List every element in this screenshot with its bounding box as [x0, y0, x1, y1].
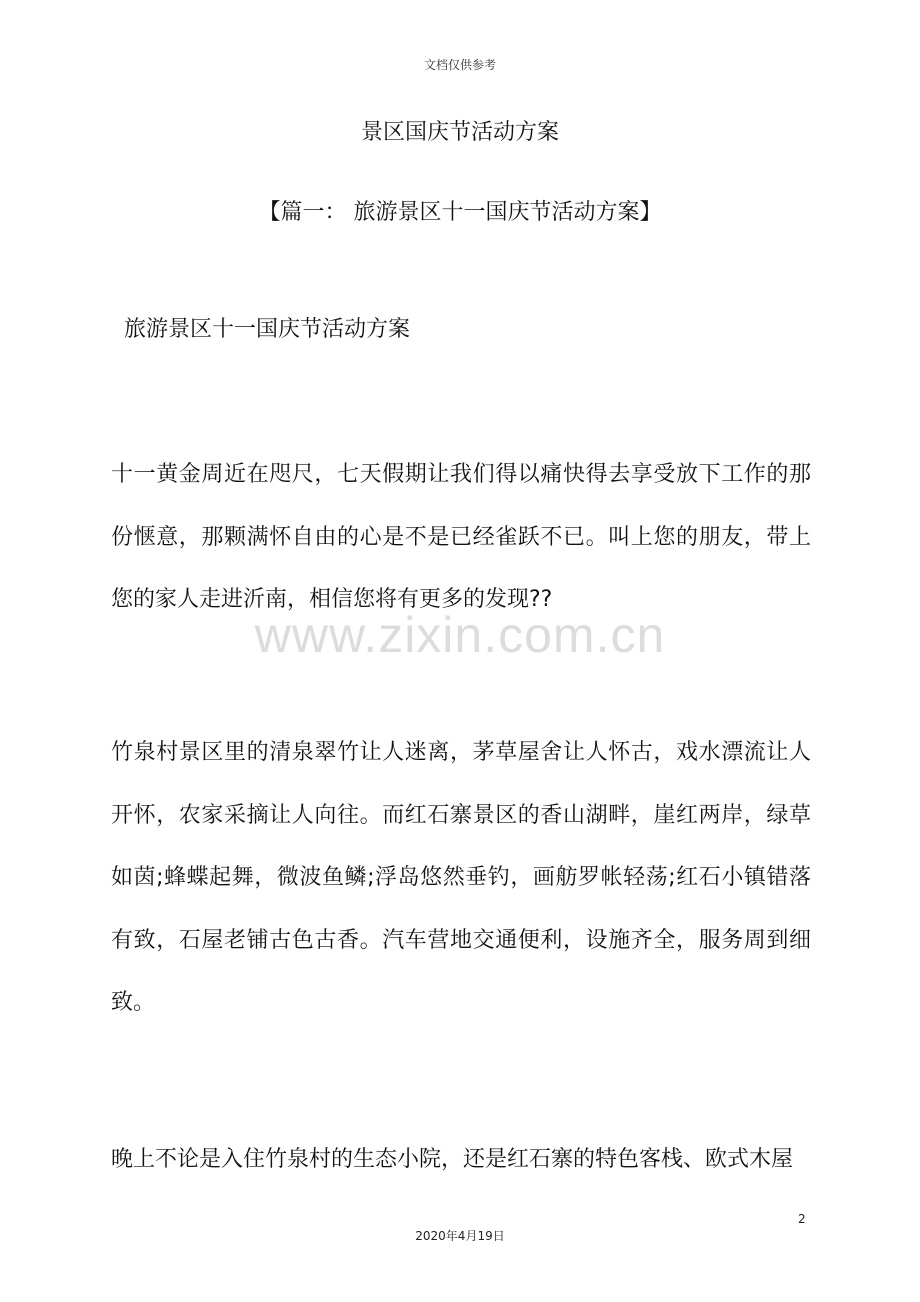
body-paragraph-3: 晚上不论是入住竹泉村的生态小院，还是红石寨的特色客栈、欧式木屋 — [111, 1147, 794, 1172]
watermark-text: www.zixin.com.cn — [254, 607, 666, 663]
footer-date: 2020年4月19日 — [415, 1229, 505, 1243]
page-number: 2 — [798, 1212, 806, 1226]
document-subtitle: 【篇一： 旅游景区十一国庆节活动方案】 — [258, 200, 662, 225]
body-paragraph-1: 十一黄金周近在咫尺，七天假期让我们得以痛快得去享受放下工作的那份惬意，那颗满怀自由的心是不是已经雀跃不已。叫上您的朋友，带上您的家人走进沂南，相信您将有更多的发现?? — [111, 462, 811, 612]
document-title: 景区国庆节活动方案 — [360, 120, 559, 145]
body-paragraph-2: 竹泉村景区里的清泉翠竹让人迷离，茅草屋舍让人怀古，戏水漂流让人开怀，农家采摘让人向往。而红石寨景区的香山湖畔，崖红两岸，绿草如茵;蜂蝶起舞，微波鱼鳞;浮岛悠然垂钓，画舫罗帐轻荡;红石小镇错落有致，石屋老铺古色古香。汽车营地交通便利，设施齐全，服务周到细致。 — [111, 740, 811, 1015]
header-note: 文档仅供参考 — [423, 58, 496, 72]
section-heading: 旅游景区十一国庆节活动方案 — [124, 317, 411, 342]
